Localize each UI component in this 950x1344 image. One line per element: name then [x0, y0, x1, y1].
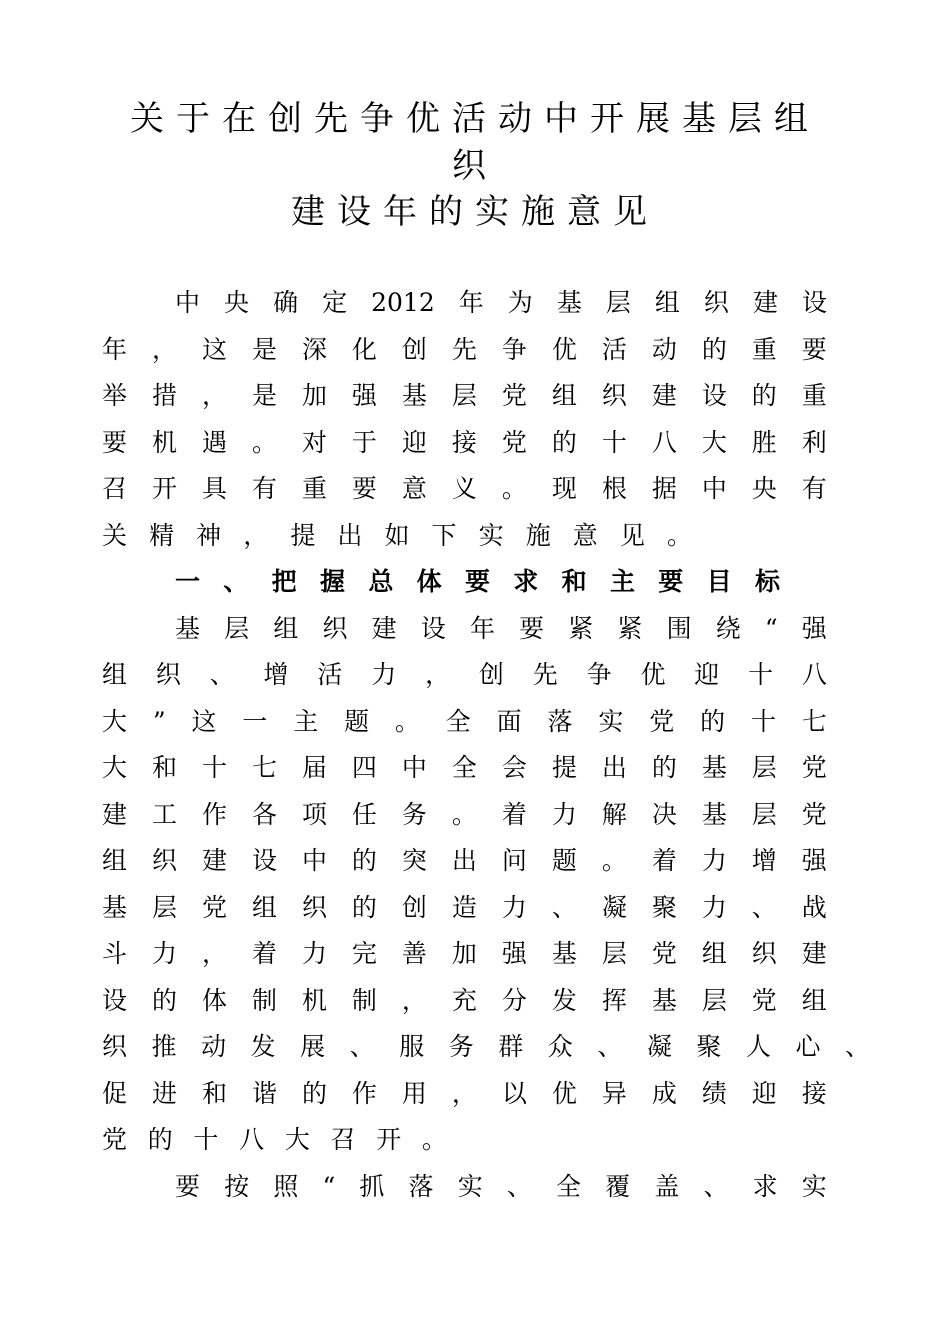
section-heading: 一 、 把 握 总 体 要 求 和 主 要 目 标	[175, 567, 780, 596]
paragraph-line: 召 开 具 有 重 要 意 义 。 现 根 据 中 央 有	[102, 474, 827, 503]
paragraph-line: 促 进 和 谐 的 作 用 ， 以 优 异 成 绩 迎 接	[102, 1079, 827, 1108]
title-line-3: 建设年的实施意见	[291, 192, 659, 232]
paragraph-line: 基 层 组 织 建 设 年 要 紧 紧 围 绕 “ 强	[175, 614, 827, 643]
paragraph-line: 举 措 ， 是 加 强 基 层 党 组 织 建 设 的 重	[102, 381, 827, 410]
paragraph-line: 要 按 照 “ 抓 落 实 、 全 覆 盖 、 求 实	[175, 1172, 827, 1201]
title-line-1: 关于在创先争优活动中开展基层组	[130, 99, 820, 139]
title-line-2: 织	[452, 146, 498, 186]
paragraph-line: 中 央 确 定 2012 年 为 基 层 组 织 建 设	[175, 288, 827, 317]
paragraph-line: 关 精 神 ， 提 出 如 下 实 施 意 见 。	[102, 521, 692, 550]
paragraph-line: 大 和 十 七 届 四 中 全 会 提 出 的 基 层 党	[102, 753, 827, 782]
paragraph-line: 斗 力 ， 着 力 完 善 加 强 基 层 党 组 织 建	[102, 939, 827, 968]
paragraph-line: 设 的 体 制 机 制 ， 充 分 发 挥 基 层 党 组	[102, 986, 827, 1015]
paragraph-line: 年 ， 这 是 深 化 创 先 争 优 活 动 的 重 要	[102, 335, 827, 364]
paragraph-line: 建 工 作 各 项 任 务 。 着 力 解 决 基 层 党	[102, 800, 827, 829]
paragraph-line: 大 ” 这 一 主 题 。 全 面 落 实 党 的 十 七	[102, 707, 827, 736]
paragraph-line: 织 推 动 发 展 、 服 务 群 众 、 凝 聚 人 心 、	[102, 1032, 870, 1061]
paragraph-line: 基 层 党 组 织 的 创 造 力 、 凝 聚 力 、 战	[102, 893, 827, 922]
paragraph-line: 组 织 、 增 活 力 ， 创 先 争 优 迎 十 八	[102, 660, 827, 689]
paragraph-line: 要 机 遇 。 对 于 迎 接 党 的 十 八 大 胜 利	[102, 428, 827, 457]
paragraph-line: 党 的 十 八 大 召 开 。	[102, 1125, 447, 1154]
paragraph-line: 组 织 建 设 中 的 突 出 问 题 。 着 力 增 强	[102, 846, 827, 875]
